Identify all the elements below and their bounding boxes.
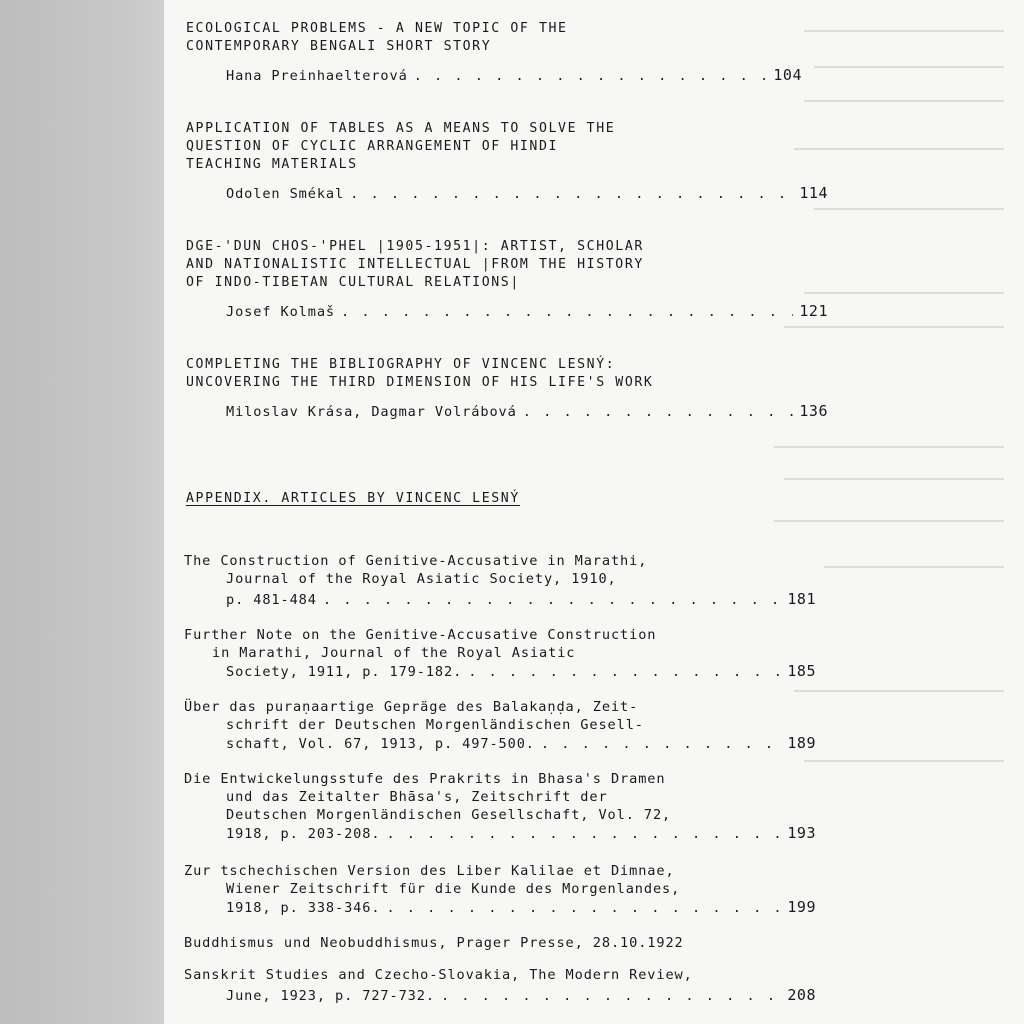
entry-line: in Marathi, Journal of the Royal Asiatic [212, 645, 576, 661]
book-gutter-shadow [0, 0, 168, 1024]
entry-reference: 1918, p. 203-208. [226, 826, 381, 842]
appendix-heading: APPENDIX. ARTICLES BY VINCENC LESNÝ [186, 491, 520, 506]
entry-reference: 1918, p. 338-346. [226, 900, 381, 916]
page-number: 193 [787, 824, 816, 842]
leader-dots [523, 404, 794, 420]
leader-dots [386, 900, 781, 916]
entry-author: Hana Preinhaelterová [226, 68, 408, 84]
entry-line: Sanskrit Studies and Czecho-Slovakia, The Modern Review, [184, 967, 693, 983]
page-number: 181 [787, 590, 816, 608]
entry-title-line: QUESTION OF CYCLIC ARRANGEMENT OF HINDI [186, 139, 559, 154]
entry-title-line: CONTEMPORARY BENGALI SHORT STORY [186, 39, 492, 54]
entry-title-line: COMPLETING THE BIBLIOGRAPHY OF VINCENC LESNÝ: [186, 357, 616, 372]
leader-dots [386, 826, 781, 842]
entry-reference: schaft, Vol. 67, 1913, p. 497-500. [226, 736, 535, 752]
entry-author-line [226, 402, 828, 421]
entry-reference: p. 481-484 [226, 592, 317, 608]
entry-title-line: AND NATIONALISTIC INTELLECTUAL |FROM THE HISTORY [186, 257, 644, 272]
page-number: 189 [787, 734, 816, 752]
entry-last-line [226, 734, 816, 753]
entry-line: Deutschen Morgenländischen Gesellschaft, Vol. 72, [226, 807, 672, 823]
leader-dots [468, 664, 781, 680]
entry-line: Über das puraṇaartige Gepräge des Balakaṇḍa, Zeit- [184, 699, 639, 715]
entry-line: Buddhismus und Neobuddhismus, Prager Presse, 28.10.1922 [184, 935, 684, 951]
page-number: 185 [787, 662, 816, 680]
leader-dots [323, 592, 782, 608]
entry-title-line: OF INDO-TIBETAN CULTURAL RELATIONS| [186, 275, 520, 290]
entry-title-line: TEACHING MATERIALS [186, 157, 358, 172]
leader-dots [350, 186, 793, 202]
entry-line: Die Entwickelungsstufe des Prakrits in Bhasa's Dramen [184, 771, 666, 787]
entry-line: und das Zeitalter Bhāsa's, Zeitschrift der [226, 789, 608, 805]
entry-line: Journal of the Royal Asiatic Society, 1910, [226, 571, 617, 587]
entry-last-line [226, 824, 816, 843]
page-number: 208 [787, 986, 816, 1004]
entry-line: schrift der Deutschen Morgenländischen Gesell- [226, 717, 644, 733]
entry-title-line: DGE-'DUN CHOS-'PHEL |1905-1951|: ARTIST, SCHOLAR [186, 239, 644, 254]
entry-last-line [226, 898, 816, 917]
leader-dots [341, 304, 793, 320]
entry-line: The Construction of Genitive-Accusative in Marathi, [184, 553, 648, 569]
entry-last-line [226, 590, 816, 609]
entry-line: Further Note on the Genitive-Accusative Construction [184, 627, 657, 643]
entry-reference: June, 1923, p. 727-732. [226, 988, 435, 1004]
entry-author: Josef Kolmaš [226, 304, 336, 320]
leader-dots [414, 68, 768, 84]
page-number: 136 [799, 402, 828, 420]
entry-line: Wiener Zeitschrift für die Kunde des Morgenlandes, [226, 881, 681, 897]
entry-author: Miloslav Krása, Dagmar Volrábová [226, 404, 517, 420]
page-number: 121 [799, 302, 828, 320]
leader-dots [441, 988, 781, 1004]
leader-dots [541, 736, 782, 752]
page-number: 199 [787, 898, 816, 916]
entry-title-line: UNCOVERING THE THIRD DIMENSION OF HIS LIFE'S WORK [186, 375, 654, 390]
page-number: 114 [799, 184, 828, 202]
page-number: 104 [773, 66, 802, 84]
entry-line: Zur tschechischen Version des Liber Kalilae et Dimnae, [184, 863, 675, 879]
entry-last-line [226, 662, 816, 681]
entry-reference: Society, 1911, p. 179-182. [226, 664, 463, 680]
entry-author-line [226, 184, 828, 203]
entry-author: Odolen Smékal [226, 186, 345, 202]
entry-author-line [226, 66, 802, 85]
entry-title-line: ECOLOGICAL PROBLEMS - A NEW TOPIC OF THE [186, 21, 568, 36]
entry-last-line [226, 986, 816, 1005]
document-page [164, 0, 1024, 1024]
entry-title-line: APPLICATION OF TABLES AS A MEANS TO SOLVE THE [186, 121, 616, 136]
entry-author-line [226, 302, 828, 321]
